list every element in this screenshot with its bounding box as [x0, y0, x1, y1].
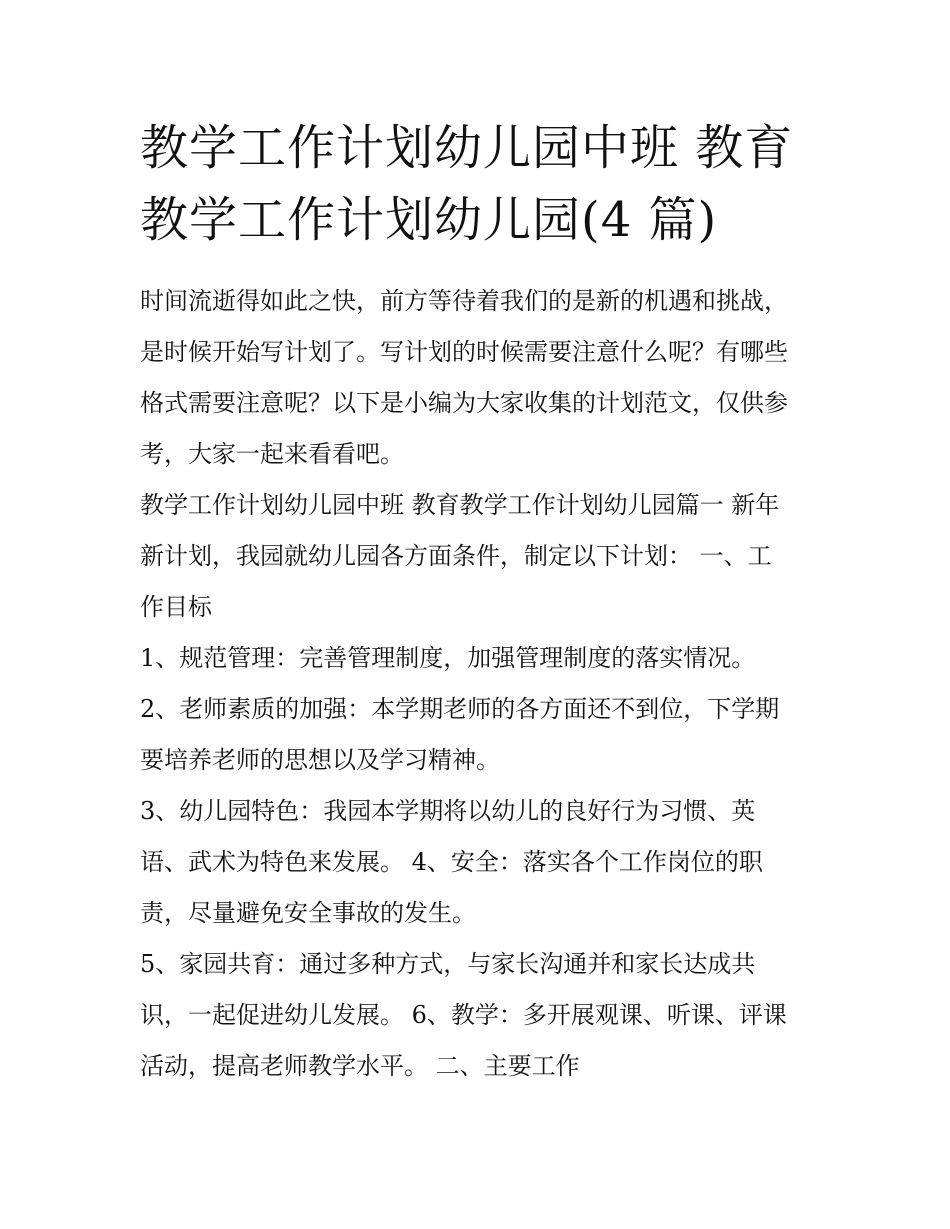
list-item-1 — [140, 633, 820, 684]
text-line: 作目标 — [140, 593, 212, 621]
document-title — [140, 112, 820, 256]
section-intro-paragraph — [140, 480, 820, 633]
text-line: 语、武术为特色来发展。 4、安全：落实各个工作岗位的职 — [140, 848, 763, 876]
list-item-5 — [140, 939, 820, 1092]
list-item-3 — [140, 786, 820, 939]
text-line: 是时候开始写计划了。写计划的时候需要注意什么呢？有哪些 — [140, 338, 788, 366]
text-line: 新计划，我园就幼儿园各方面条件，制定以下计划： 一、工 — [140, 542, 772, 570]
title-line: 教学工作计划幼儿园(4 篇) — [140, 192, 718, 248]
text-line: 要培养老师的思想以及学习精神。 — [140, 746, 500, 774]
intro-paragraph — [140, 276, 820, 480]
text-line: 3、幼儿园特色：我园本学期将以幼儿的良好行为习惯、英 — [140, 797, 756, 825]
text-line: 1、规范管理：完善管理制度，加强管理制度的落实情况。 — [140, 644, 756, 672]
text-line: 考，大家一起来看看吧。 — [140, 440, 404, 468]
text-line: 5、家园共育：通过多种方式，与家长沟通并和家长达成共 — [140, 950, 756, 978]
text-line: 识，一起促进幼儿发展。 6、教学：多开展观课、听课、评课 — [140, 1001, 787, 1029]
list-item-2 — [140, 684, 820, 786]
text-line: 格式需要注意呢？以下是小编为大家收集的计划范文，仅供参 — [140, 389, 788, 417]
title-line: 教学工作计划幼儿园中班 教育 — [140, 120, 794, 176]
text-line: 活动，提高老师教学水平。 二、主要工作 — [140, 1052, 580, 1080]
text-line: 教学工作计划幼儿园中班 教育教学工作计划幼儿园篇一 新年 — [140, 491, 780, 519]
text-line: 时间流逝得如此之快，前方等待着我们的是新的机遇和挑战， — [140, 287, 788, 315]
text-line: 责，尽量避免安全事故的发生。 — [140, 899, 476, 927]
document-page — [140, 112, 820, 1092]
text-line: 2、老师素质的加强：本学期老师的各方面还不到位，下学期 — [140, 695, 780, 723]
